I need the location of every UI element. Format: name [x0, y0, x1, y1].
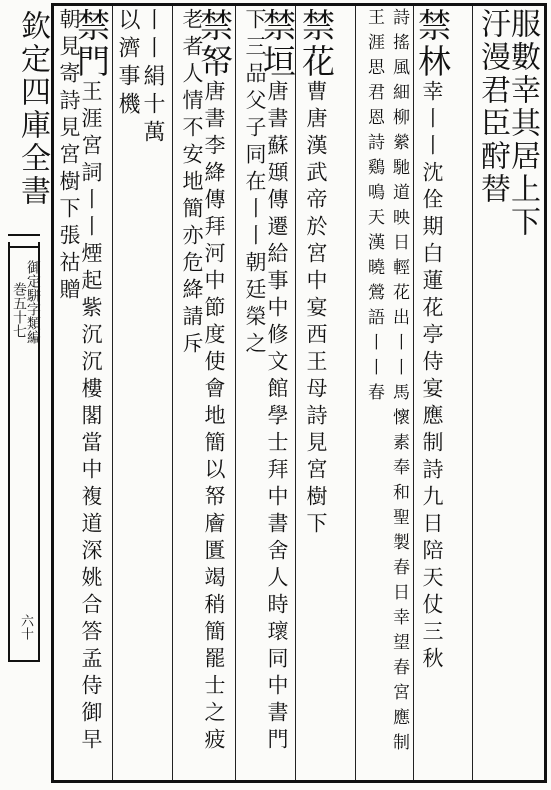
entry-heading: 禁林 — [413, 8, 452, 80]
column-rule — [355, 6, 356, 780]
entry-text: 王涯宮詞丨丨煙起紫沉沉樓閣當中複道深姚合答孟侍御早朝見寄詩見宮樹下張祜贈 — [57, 8, 103, 755]
entry-text: 曹唐漢武帝於宮中宴西王母詩見宮樹下 — [304, 80, 328, 539]
margin-label-box — [8, 242, 40, 662]
page-number: 六十 — [18, 614, 33, 640]
text-column: 丨丨絹十萬 — [140, 8, 165, 148]
volume-number: 巻五十七 — [11, 282, 27, 338]
entry-column — [180, 8, 234, 778]
entry-text: 幸丨丨沈佺期白蓮花亭侍宴應制詩九日陪天仗三秋 — [420, 80, 444, 674]
entry-text: 唐書蘇頲傳遷給事中修文館學士拜中書舍人時瓌同中書門下三品父子同在丨丨朝廷榮之 — [243, 8, 289, 755]
text-column: 汙漫君臣酧替 — [475, 8, 510, 206]
entry-heading: 禁門 — [72, 8, 111, 80]
column-rule — [472, 6, 473, 780]
column-rule — [235, 6, 236, 780]
page-margin — [2, 6, 48, 782]
entry-column — [413, 8, 452, 778]
book-title: 欽定四庫全書 — [15, 10, 50, 208]
entry-heading: 禁帑 — [195, 8, 234, 80]
text-column: 以濟事機 — [115, 8, 140, 120]
entry-column — [243, 8, 297, 778]
text-column: 服數幸其居上下 — [505, 8, 540, 239]
entry-column — [297, 8, 336, 778]
entry-column — [57, 8, 111, 778]
volume-name: 御定駢字類編 — [25, 260, 41, 344]
text-column: 詩搖風細柳縈馳道映日輕花出丨丨馬懷素奉和聖製春日幸望春宮應制 — [389, 8, 409, 758]
column-rule — [112, 6, 113, 780]
entry-heading: 禁垣 — [258, 8, 297, 80]
column-rule — [172, 6, 173, 780]
text-column: 王涯思君恩詩鷄鳴天漢曉鶯語丨丨春 — [364, 8, 384, 408]
entry-text: 唐書李絳傳拜河中節度使會地簡以帑廥匱竭稍簡罷士之疲老者人情不安地簡亦危絳請斥 — [180, 8, 226, 755]
column-rule — [295, 6, 296, 780]
entry-heading: 禁花 — [297, 8, 336, 80]
column-rule — [413, 6, 414, 780]
